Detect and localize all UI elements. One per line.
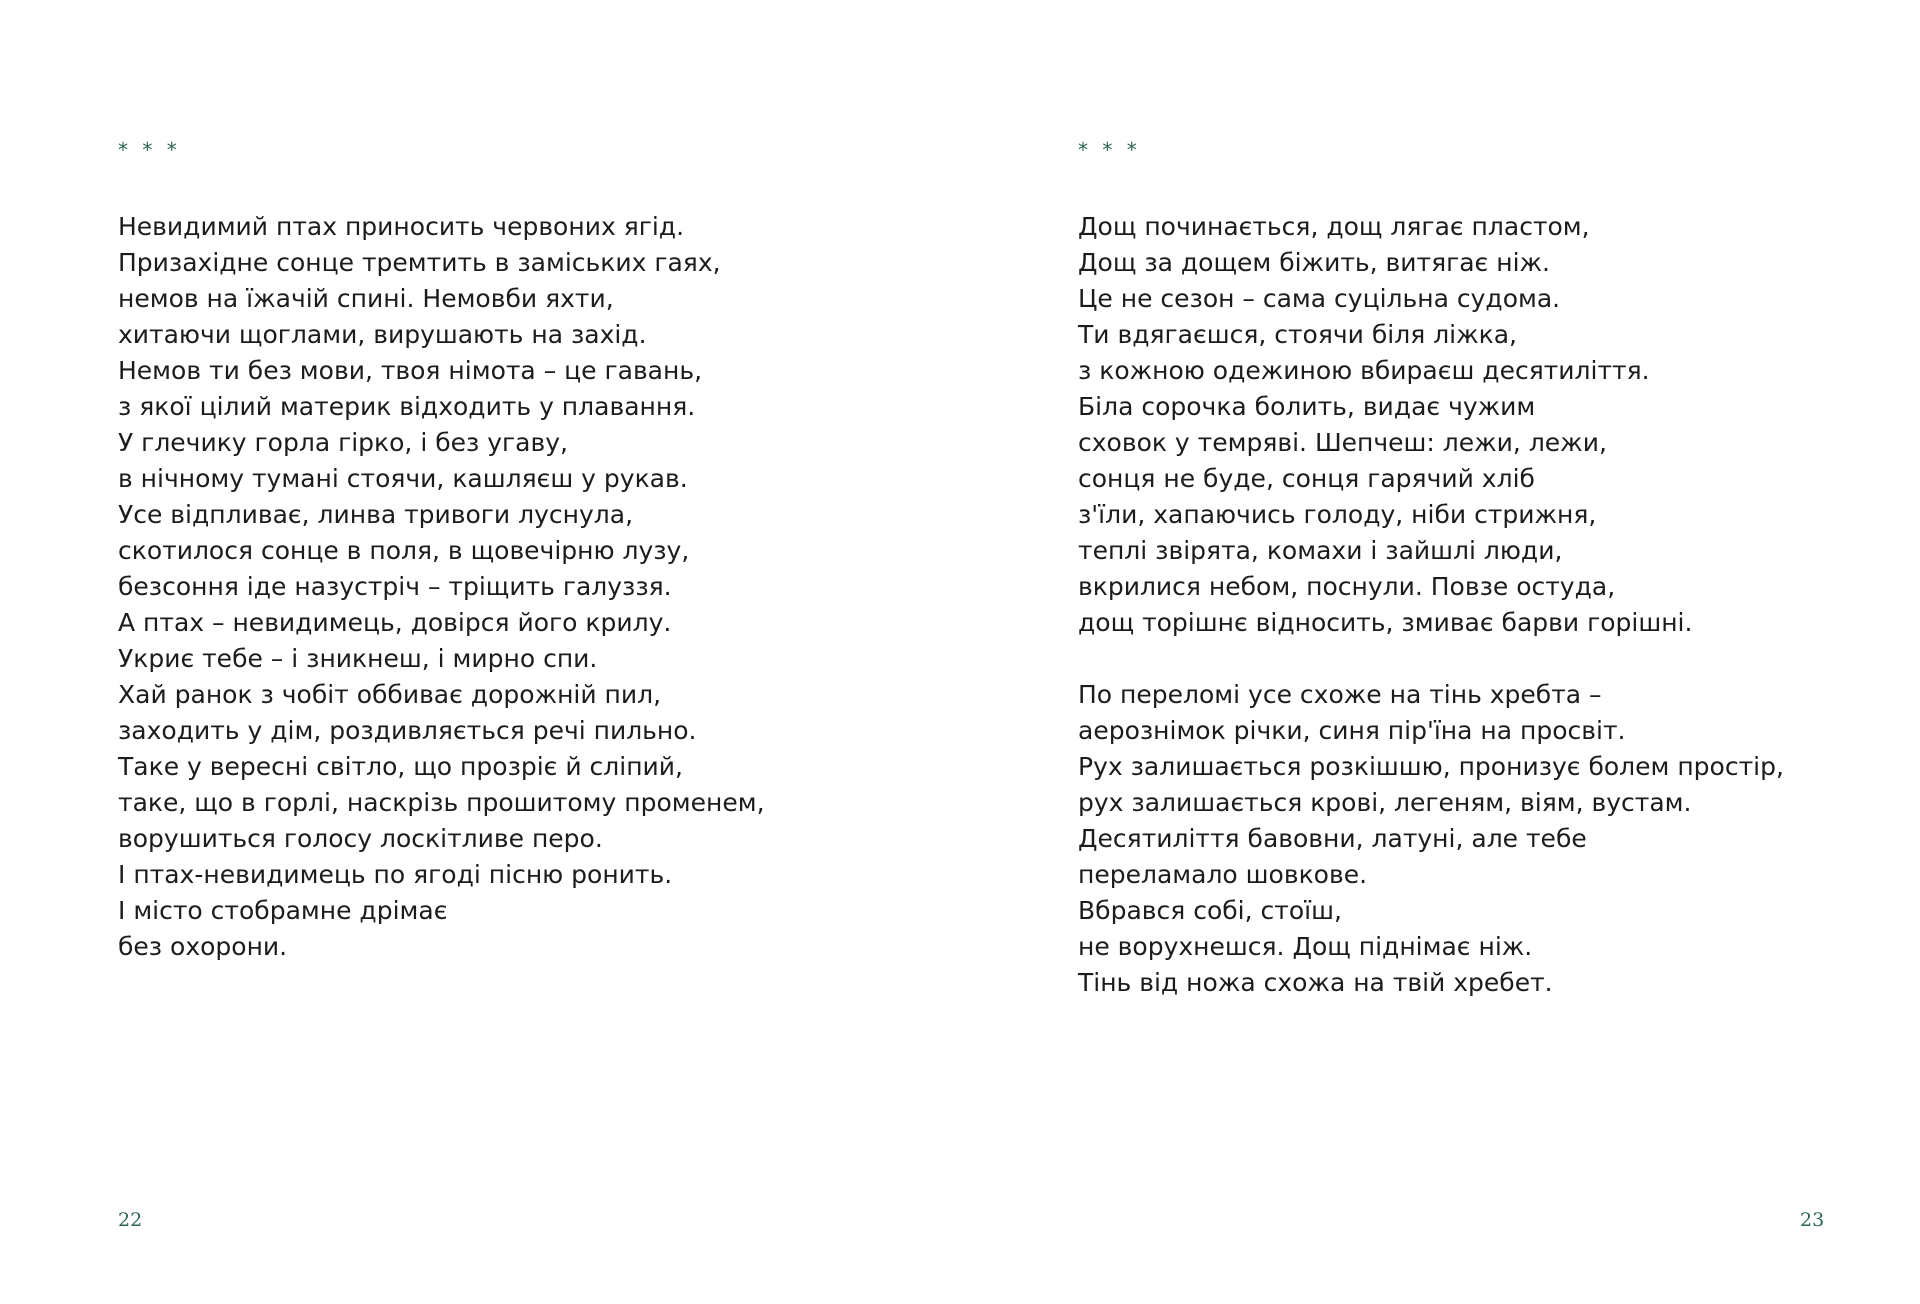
poem-line: переламало шовкове. xyxy=(1078,860,1368,889)
poem-line: вкрилися небом, поснули. Повзе остуда, xyxy=(1078,572,1616,601)
poem-line: І птах-невидимець по ягоді пісню ронить. xyxy=(118,860,673,889)
right-page xyxy=(960,0,1920,1304)
poem-line: з кожною одежиною вбираєш десятиліття. xyxy=(1078,356,1650,385)
poem-line: І місто стобрамне дрімає xyxy=(118,896,448,925)
stanza-break xyxy=(1078,641,1784,677)
poem-line: У глечику горла гірко, і без угаву, xyxy=(118,428,568,457)
poem-line: з'їли, хапаючись голоду, ніби стрижня, xyxy=(1078,500,1597,529)
poem-line: ворушиться голосу лоскітливе перо. xyxy=(118,824,603,853)
poem-line: Тінь від ножа схожа на твій хребет. xyxy=(1078,968,1553,997)
poem-line: Ти вдягаєшся, стоячи біля ліжка, xyxy=(1078,320,1518,349)
section-separator: * * * xyxy=(118,138,181,162)
poem-line: Десятиліття бавовни, латуні, але тебе xyxy=(1078,824,1587,853)
poem-left xyxy=(118,209,765,965)
page-number: 22 xyxy=(118,1209,143,1231)
poem-line: Невидимий птах приносить червоних ягід. xyxy=(118,212,685,241)
poem-line: сховок у темряві. Шепчеш: лежи, лежи, xyxy=(1078,428,1607,457)
poem-line: заходить у дім, роздивляється речі пильно. xyxy=(118,716,697,745)
poem-line: сонця не буде, сонця гарячий хліб xyxy=(1078,464,1535,493)
poem-line: А птах – невидимець, довірся його крилу. xyxy=(118,608,672,637)
poem-line: теплі звірята, комахи і зайшлі люди, xyxy=(1078,536,1563,565)
poem-line: в нічному тумані стоячи, кашляєш у рукав. xyxy=(118,464,688,493)
poem-line: Біла сорочка болить, видає чужим xyxy=(1078,392,1536,421)
page-number: 23 xyxy=(1800,1209,1825,1231)
poem-line: скотилося сонце в поля, в щовечірню лузу, xyxy=(118,536,690,565)
poem-line: Укриє тебе – і зникнеш, і мирно спи. xyxy=(118,644,598,673)
poem-line: Немов ти без мови, твоя німота – це гавань, xyxy=(118,356,703,385)
poem-line: дощ торішнє відносить, змиває барви горішні. xyxy=(1078,608,1693,637)
poem-line: Рух залишається розкішшю, пронизує болем простір, xyxy=(1078,752,1784,781)
poem-line: Усе відпливає, линва тривоги луснула, xyxy=(118,500,634,529)
poem-line: немов на їжачій спині. Немовби яхти, xyxy=(118,284,614,313)
poem-line: Це не сезон – сама суцільна судома. xyxy=(1078,284,1561,313)
poem-line: По переломі усе схоже на тінь хребта – xyxy=(1078,680,1602,709)
poem-line: таке, що в горлі, наскрізь прошитому променем, xyxy=(118,788,765,817)
section-separator: * * * xyxy=(1078,138,1141,162)
poem-line: не ворухнешся. Дощ піднімає ніж. xyxy=(1078,932,1533,961)
poem-line: Дощ починається, дощ лягає пластом, xyxy=(1078,212,1590,241)
poem-line: хитаючи щоглами, вирушають на захід. xyxy=(118,320,647,349)
poem-line: з якої цілий материк відходить у плавання. xyxy=(118,392,696,421)
poem-line: Таке у вересні світло, що прозріє й сліпий, xyxy=(118,752,683,781)
poem-line: безсоння іде назустріч – тріщить галуззя. xyxy=(118,572,672,601)
poem-line: рух залишається крові, легеням, віям, вустам. xyxy=(1078,788,1692,817)
poem-line: без охорони. xyxy=(118,932,288,961)
poem-line: Хай ранок з чобіт оббиває дорожній пил, xyxy=(118,680,662,709)
poem-right xyxy=(1078,209,1784,1001)
poem-line: Дощ за дощем біжить, витягає ніж. xyxy=(1078,248,1550,277)
poem-line: Вбрався собі, стоїш, xyxy=(1078,896,1342,925)
poem-line: аерознімок річки, синя пір'їна на просвіт. xyxy=(1078,716,1626,745)
poem-line: Призахідне сонце тремтить в заміських гаях, xyxy=(118,248,721,277)
